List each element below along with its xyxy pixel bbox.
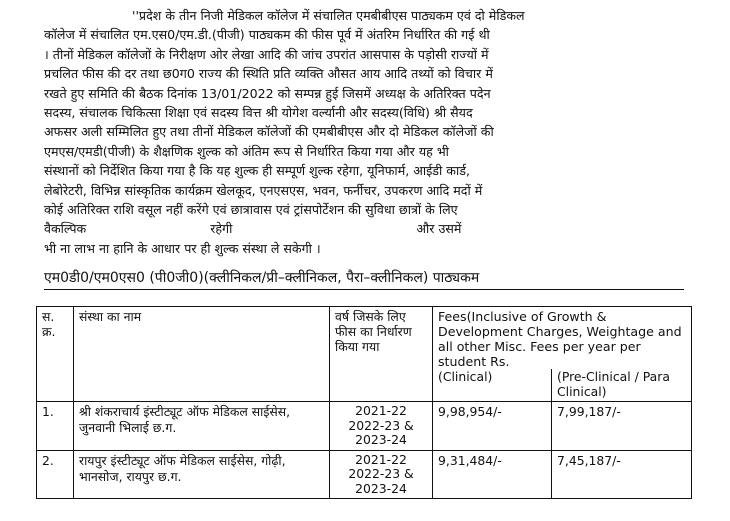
body-paragraph: [44, 6, 690, 258]
table-header-row: [37, 307, 692, 370]
row-2-serial: 2.: [37, 450, 74, 499]
line12-word-a: वैकल्पिक: [44, 221, 87, 237]
paragraph-line-10: लेबोरेटरी, विभिन्न सांस्कृतिक कार्यक्रम खेलकूद, एनएसएस, भवन, फर्नीचर, उपकरण आदि मदों में: [44, 182, 483, 198]
table-row: [37, 450, 692, 499]
line12-word-b: रहेगी: [210, 221, 233, 237]
paragraph-last-line: भी ना लाभ ना हानि के आधार पर ही शुल्क संस्था ले सकेगी ।: [44, 240, 321, 256]
row-2-clinical-fee: 9,31,484/-: [433, 450, 552, 499]
fee-table: [36, 306, 692, 499]
row-2-years: [330, 450, 433, 499]
header-clinical: (Clinical): [433, 369, 552, 402]
row-1-years: [330, 402, 433, 451]
paragraph-line-7: अफसर अली सम्मिलित हुए तथा तीनों मेडिकल कॉलेजों की एमबीबीएस और दो मेडिकल कॉलेजों की: [44, 124, 494, 140]
row-1-clinical-fee: 9,98,954/-: [433, 402, 552, 451]
row-2-year-2: 2022-23 &: [348, 466, 414, 481]
paragraph-line-6: सदस्य, संचालक चिकित्सा शिक्षा एवं सदस्य वित्त श्री योगेश वर्ल्यानी और सदस्य(विधि) श्री सैयद: [44, 105, 473, 121]
paragraph-line-5: रखते हुए समिति की बैठक दिनांक 13/01/2022 को सम्पन्न हुई जिसमें अध्यक्ष के अतिरिक्त पदेन: [44, 85, 491, 101]
header-year: वर्ष जिसके लिए फीस का निर्धारण किया गया: [330, 307, 433, 402]
paragraph-line-11: कोई अतिरिक्त राशि वसूल नहीं करेंगे एवं छात्रावास एवं ट्रांसपोर्टेशन की सुविधा छात्रों के लिए: [44, 202, 458, 218]
paragraph-line-12: [44, 219, 690, 238]
row-1-year-1: 2021-22: [355, 403, 407, 418]
row-1-year-2: 2022-23 &: [348, 417, 414, 433]
line12-word-d: उसमें: [438, 221, 462, 237]
paragraph-line-1: ''प्रदेश के तीन निजी मेडिकल कॉलेज में संचालित एमबीबीएस पाठ्यकम एवं दो मेडिकल: [132, 8, 525, 23]
row-1-preclinical-fee: 7,99,187/-: [552, 402, 692, 451]
paragraph-line-3: । तीनों मेडिकल कॉलेजों के निरीक्षण ओर लेखा आदि की जांच उपरांत आसपास के पड़ोसी राज्यों में: [44, 46, 489, 62]
header-fees: Fees(Inclusive of Growth & Development Charges, Weightage and all other Misc. Fees per year per student Rs.: [433, 307, 692, 370]
paragraph-line-9: संस्थानों को निर्देशित किया गया है कि यह शुल्क ही सम्पूर्ण शुल्क रहेगा, यूनिफार्म, आईडी कार्ड,: [44, 163, 470, 179]
header-institution: संस्था का नाम: [74, 307, 330, 402]
line12-word-c: और: [416, 221, 435, 237]
row-2-year-1: 2021-22: [355, 451, 407, 467]
paragraph-line-8: एमएस/एमडी(पीजी) के शैक्षणिक शुल्क को अंतिम रूप से निर्धारित किया गया और यह भी: [44, 143, 449, 159]
row-2-institution: रायपुर इंस्टीट्यूट ऑफ मेडिकल साईसेस, गोढ़ी, भानसोज, रायपुर छ.ग.: [74, 450, 330, 499]
paragraph-line-2: कॉलेज में संचालित एम.एस0/एम.डी.(पीजी) पाठ्यकम की फीस पूर्व में अंतरिम निर्धारित की गई थी: [44, 27, 490, 43]
header-preclinical: (Pre-Clinical / Para Clinical): [552, 369, 692, 402]
row-2-preclinical-fee: 7,45,187/-: [552, 450, 692, 499]
row-1-year-3: 2023-24: [355, 432, 407, 447]
row-2-year-3: 2023-24: [355, 480, 407, 496]
table-row: [37, 402, 692, 451]
paragraph-line-4: प्रचलित फीस की दर तथा छ0ग0 राज्य की स्थिति प्रति व्यक्ति औसत आय आदि तथ्यों को विचार में: [44, 66, 493, 82]
row-1-serial: 1.: [37, 402, 74, 451]
row-1-institution: श्री शंकराचार्य इंस्टीट्यूट ऑफ मेडिकल साईसेस, जुनवानी भिलाई छ.ग.: [74, 402, 330, 451]
section-heading: एम0डी0/एम0एस0 (पी0जी0)(क्लीनिकल/प्री–क्लीनिकल, पैरा–क्लीनिकल) पाठ्यकम: [44, 268, 684, 290]
header-serial: स. क्र.: [37, 307, 74, 402]
